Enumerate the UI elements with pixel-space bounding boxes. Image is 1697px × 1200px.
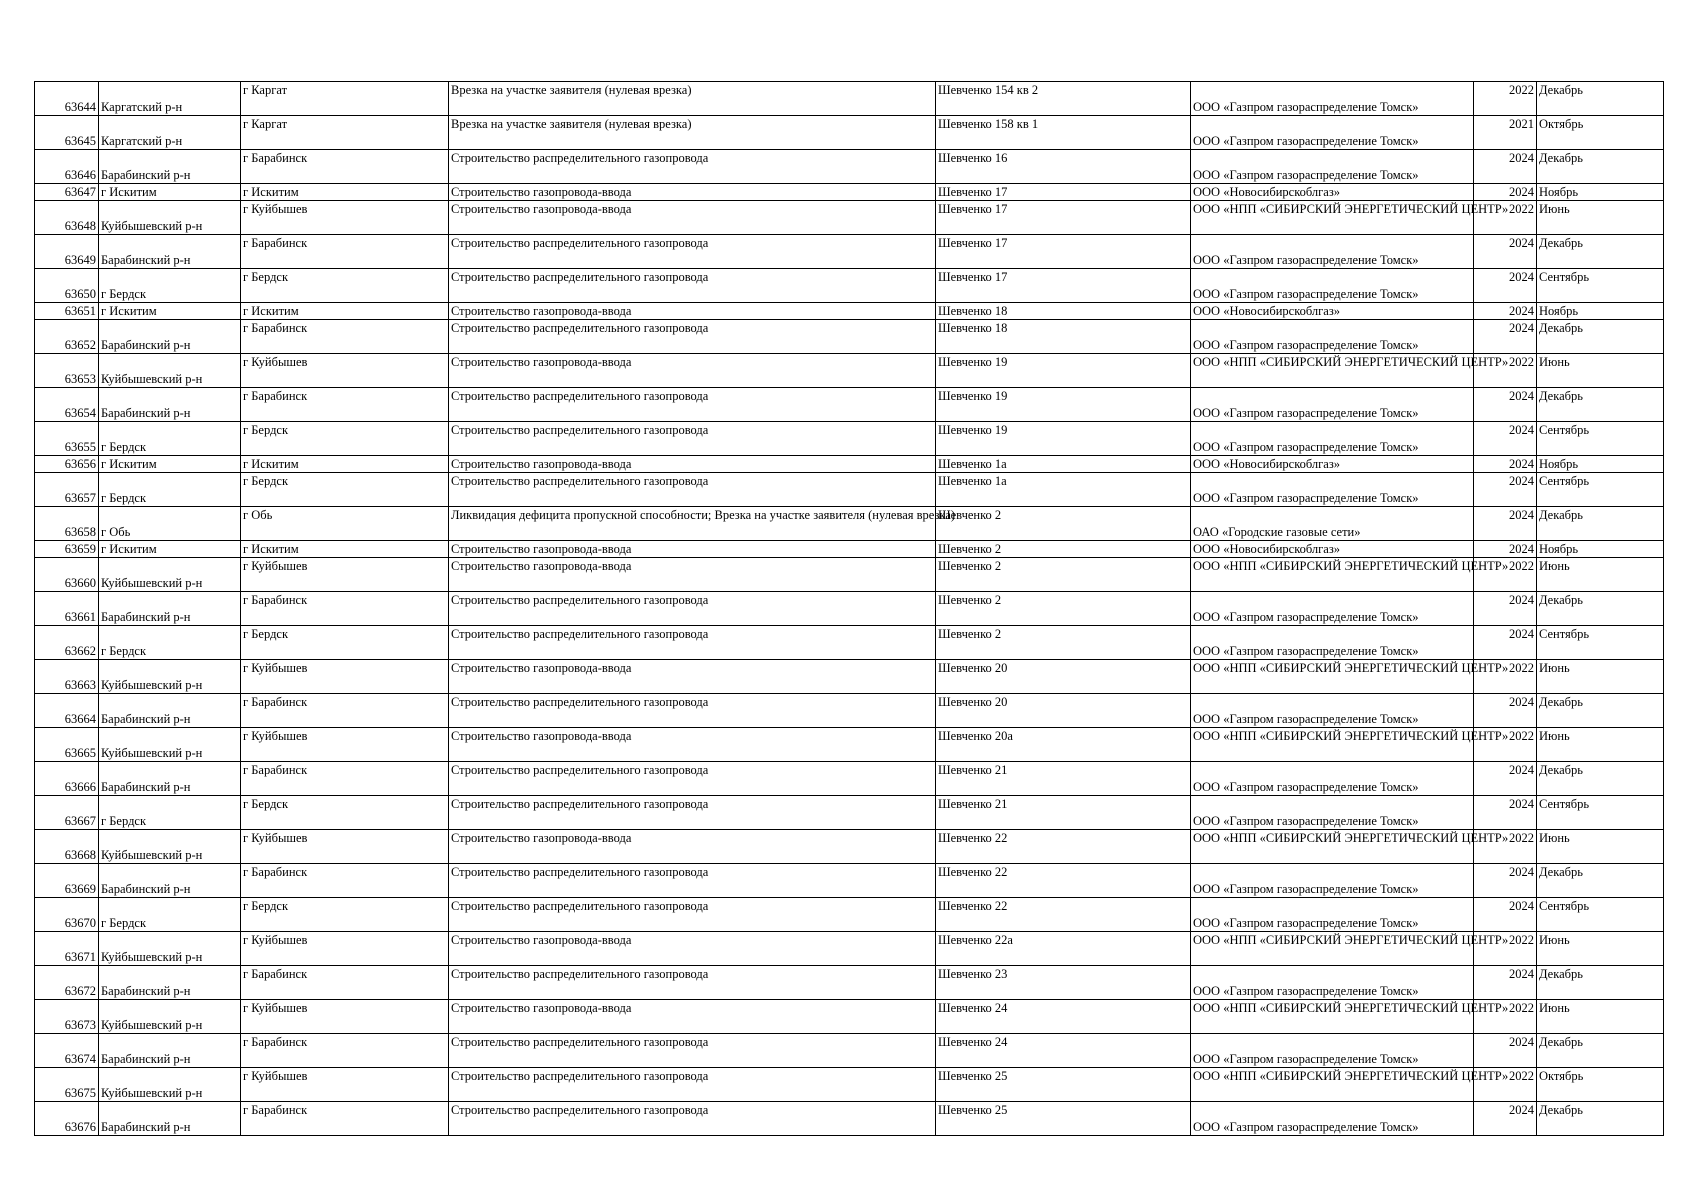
city-cell: г Куйбышев <box>241 1068 449 1102</box>
row-number: 63666 <box>35 762 99 796</box>
row-number: 63655 <box>35 422 99 456</box>
month-cell: Июнь <box>1537 728 1664 762</box>
work-type-cell: Строительство газопровода-ввода <box>449 201 936 235</box>
month-cell: Сентябрь <box>1537 626 1664 660</box>
address-cell: Шевченко 1а <box>936 473 1191 507</box>
table-row <box>35 269 1664 303</box>
table-row <box>35 303 1664 320</box>
district-cell: г Бердск <box>99 473 241 507</box>
row-number: 63646 <box>35 150 99 184</box>
district-cell: Барабинский р-н <box>99 1034 241 1068</box>
address-cell: Шевченко 22 <box>936 864 1191 898</box>
month-cell: Декабрь <box>1537 507 1664 541</box>
city-cell: г Искитим <box>241 303 449 320</box>
work-type-cell: Строительство газопровода-ввода <box>449 1000 936 1034</box>
month-cell: Декабрь <box>1537 388 1664 422</box>
year-cell: 2024 <box>1474 320 1537 354</box>
table-row <box>35 1034 1664 1068</box>
district-cell: Барабинский р-н <box>99 235 241 269</box>
city-cell: г Куйбышев <box>241 558 449 592</box>
address-cell: Шевченко 25 <box>936 1102 1191 1136</box>
work-type-cell: Строительство распределительного газопровода <box>449 796 936 830</box>
month-cell: Июнь <box>1537 354 1664 388</box>
city-cell: г Барабинск <box>241 762 449 796</box>
month-cell: Декабрь <box>1537 762 1664 796</box>
table-body <box>35 82 1664 1136</box>
organization-cell: ООО «Газпром газораспределение Томск» <box>1191 269 1474 303</box>
month-cell: Ноябрь <box>1537 456 1664 473</box>
row-number: 63672 <box>35 966 99 1000</box>
month-cell: Ноябрь <box>1537 303 1664 320</box>
year-cell: 2024 <box>1474 388 1537 422</box>
address-cell: Шевченко 22а <box>936 932 1191 966</box>
city-cell: г Куйбышев <box>241 201 449 235</box>
work-type-cell: Строительство газопровода-ввода <box>449 558 936 592</box>
organization-cell: ООО «НПП «СИБИРСКИЙ ЭНЕРГЕТИЧЕСКИЙ ЦЕНТР» <box>1191 728 1474 762</box>
table-row <box>35 422 1664 456</box>
month-cell: Декабрь <box>1537 235 1664 269</box>
organization-cell: ООО «Газпром газораспределение Томск» <box>1191 235 1474 269</box>
address-cell: Шевченко 24 <box>936 1034 1191 1068</box>
work-type-cell: Врезка на участке заявителя (нулевая врезка) <box>449 82 936 116</box>
work-type-cell: Строительство распределительного газопровода <box>449 864 936 898</box>
organization-cell: ООО «Новосибирскоблгаз» <box>1191 456 1474 473</box>
district-cell: г Бердск <box>99 898 241 932</box>
city-cell: г Бердск <box>241 473 449 507</box>
row-number: 63664 <box>35 694 99 728</box>
address-cell: Шевченко 16 <box>936 150 1191 184</box>
row-number: 63645 <box>35 116 99 150</box>
year-cell: 2024 <box>1474 1102 1537 1136</box>
month-cell: Сентябрь <box>1537 796 1664 830</box>
year-cell: 2024 <box>1474 269 1537 303</box>
year-cell: 2022 <box>1474 558 1537 592</box>
table-row <box>35 660 1664 694</box>
city-cell: г Бердск <box>241 626 449 660</box>
work-type-cell: Строительство распределительного газопровода <box>449 150 936 184</box>
district-cell: Барабинский р-н <box>99 694 241 728</box>
district-cell: Барабинский р-н <box>99 864 241 898</box>
table-row <box>35 235 1664 269</box>
organization-cell: ООО «НПП «СИБИРСКИЙ ЭНЕРГЕТИЧЕСКИЙ ЦЕНТР» <box>1191 932 1474 966</box>
row-number: 63647 <box>35 184 99 201</box>
district-cell: Барабинский р-н <box>99 966 241 1000</box>
month-cell: Июнь <box>1537 1000 1664 1034</box>
month-cell: Декабрь <box>1537 320 1664 354</box>
table-row <box>35 507 1664 541</box>
city-cell: г Куйбышев <box>241 1000 449 1034</box>
year-cell: 2024 <box>1474 422 1537 456</box>
city-cell: г Обь <box>241 507 449 541</box>
district-cell: г Бердск <box>99 422 241 456</box>
district-cell: Барабинский р-н <box>99 592 241 626</box>
row-number: 63662 <box>35 626 99 660</box>
district-cell: Куйбышевский р-н <box>99 1068 241 1102</box>
year-cell: 2024 <box>1474 150 1537 184</box>
organization-cell: ООО «Газпром газораспределение Томск» <box>1191 966 1474 1000</box>
district-cell: г Искитим <box>99 184 241 201</box>
table-row <box>35 150 1664 184</box>
row-number: 63674 <box>35 1034 99 1068</box>
month-cell: Июнь <box>1537 558 1664 592</box>
district-cell: г Бердск <box>99 269 241 303</box>
year-cell: 2021 <box>1474 116 1537 150</box>
address-cell: Шевченко 2 <box>936 507 1191 541</box>
row-number: 63675 <box>35 1068 99 1102</box>
city-cell: г Искитим <box>241 456 449 473</box>
address-cell: Шевченко 17 <box>936 269 1191 303</box>
organization-cell: ООО «Газпром газораспределение Томск» <box>1191 388 1474 422</box>
district-cell: г Искитим <box>99 303 241 320</box>
district-cell: Барабинский р-н <box>99 1102 241 1136</box>
work-type-cell: Строительство газопровода-ввода <box>449 456 936 473</box>
organization-cell: ООО «Газпром газораспределение Томск» <box>1191 592 1474 626</box>
year-cell: 2024 <box>1474 694 1537 728</box>
year-cell: 2022 <box>1474 932 1537 966</box>
district-cell: Куйбышевский р-н <box>99 830 241 864</box>
work-type-cell: Строительство распределительного газопровода <box>449 898 936 932</box>
year-cell: 2024 <box>1474 966 1537 1000</box>
address-cell: Шевченко 19 <box>936 354 1191 388</box>
organization-cell: ООО «НПП «СИБИРСКИЙ ЭНЕРГЕТИЧЕСКИЙ ЦЕНТР» <box>1191 354 1474 388</box>
organization-cell: ООО «Газпром газораспределение Томск» <box>1191 422 1474 456</box>
year-cell: 2024 <box>1474 626 1537 660</box>
row-number: 63663 <box>35 660 99 694</box>
address-cell: Шевченко 20а <box>936 728 1191 762</box>
row-number: 63650 <box>35 269 99 303</box>
row-number: 63670 <box>35 898 99 932</box>
row-number: 63676 <box>35 1102 99 1136</box>
district-cell: г Обь <box>99 507 241 541</box>
table-row <box>35 694 1664 728</box>
work-type-cell: Строительство газопровода-ввода <box>449 660 936 694</box>
month-cell: Декабрь <box>1537 592 1664 626</box>
district-cell: Куйбышевский р-н <box>99 1000 241 1034</box>
month-cell: Ноябрь <box>1537 184 1664 201</box>
city-cell: г Бердск <box>241 422 449 456</box>
work-type-cell: Строительство газопровода-ввода <box>449 184 936 201</box>
district-cell: Барабинский р-н <box>99 388 241 422</box>
address-cell: Шевченко 17 <box>936 184 1191 201</box>
month-cell: Октябрь <box>1537 116 1664 150</box>
organization-cell: ООО «Газпром газораспределение Томск» <box>1191 626 1474 660</box>
month-cell: Декабрь <box>1537 150 1664 184</box>
organization-cell: ООО «Газпром газораспределение Томск» <box>1191 150 1474 184</box>
row-number: 63654 <box>35 388 99 422</box>
row-number: 63652 <box>35 320 99 354</box>
work-type-cell: Строительство газопровода-ввода <box>449 354 936 388</box>
organization-cell: ООО «НПП «СИБИРСКИЙ ЭНЕРГЕТИЧЕСКИЙ ЦЕНТР» <box>1191 660 1474 694</box>
table-row <box>35 762 1664 796</box>
district-cell: Куйбышевский р-н <box>99 201 241 235</box>
address-cell: Шевченко 18 <box>936 303 1191 320</box>
month-cell: Декабрь <box>1537 1034 1664 1068</box>
district-cell: Каргатский р-н <box>99 82 241 116</box>
row-number: 63661 <box>35 592 99 626</box>
row-number: 63668 <box>35 830 99 864</box>
table-row <box>35 456 1664 473</box>
year-cell: 2024 <box>1474 473 1537 507</box>
month-cell: Сентябрь <box>1537 898 1664 932</box>
work-type-cell: Врезка на участке заявителя (нулевая врезка) <box>449 116 936 150</box>
organization-cell: ООО «НПП «СИБИРСКИЙ ЭНЕРГЕТИЧЕСКИЙ ЦЕНТР» <box>1191 201 1474 235</box>
address-cell: Шевченко 1а <box>936 456 1191 473</box>
table-row <box>35 1068 1664 1102</box>
organization-cell: ООО «НПП «СИБИРСКИЙ ЭНЕРГЕТИЧЕСКИЙ ЦЕНТР» <box>1191 830 1474 864</box>
year-cell: 2024 <box>1474 456 1537 473</box>
year-cell: 2022 <box>1474 728 1537 762</box>
work-type-cell: Строительство газопровода-ввода <box>449 541 936 558</box>
address-cell: Шевченко 23 <box>936 966 1191 1000</box>
city-cell: г Барабинск <box>241 320 449 354</box>
work-type-cell: Строительство распределительного газопровода <box>449 1068 936 1102</box>
month-cell: Декабрь <box>1537 864 1664 898</box>
city-cell: г Барабинск <box>241 388 449 422</box>
row-number: 63656 <box>35 456 99 473</box>
table-row <box>35 796 1664 830</box>
city-cell: г Каргат <box>241 82 449 116</box>
table-row <box>35 201 1664 235</box>
address-cell: Шевченко 19 <box>936 388 1191 422</box>
city-cell: г Искитим <box>241 541 449 558</box>
work-type-cell: Строительство газопровода-ввода <box>449 830 936 864</box>
year-cell: 2024 <box>1474 507 1537 541</box>
organization-cell: ООО «Новосибирскоблгаз» <box>1191 541 1474 558</box>
row-number: 63651 <box>35 303 99 320</box>
month-cell: Декабрь <box>1537 694 1664 728</box>
month-cell: Июнь <box>1537 932 1664 966</box>
work-type-cell: Строительство газопровода-ввода <box>449 303 936 320</box>
table-row <box>35 626 1664 660</box>
city-cell: г Барабинск <box>241 1034 449 1068</box>
address-cell: Шевченко 20 <box>936 660 1191 694</box>
year-cell: 2022 <box>1474 82 1537 116</box>
row-number: 63657 <box>35 473 99 507</box>
district-cell: Барабинский р-н <box>99 762 241 796</box>
address-cell: Шевченко 22 <box>936 830 1191 864</box>
work-type-cell: Строительство распределительного газопровода <box>449 422 936 456</box>
address-cell: Шевченко 2 <box>936 541 1191 558</box>
year-cell: 2022 <box>1474 1000 1537 1034</box>
work-type-cell: Строительство распределительного газопровода <box>449 694 936 728</box>
table-row <box>35 1000 1664 1034</box>
month-cell: Ноябрь <box>1537 541 1664 558</box>
district-cell: Куйбышевский р-н <box>99 728 241 762</box>
address-cell: Шевченко 22 <box>936 898 1191 932</box>
month-cell: Октябрь <box>1537 1068 1664 1102</box>
city-cell: г Куйбышев <box>241 830 449 864</box>
work-type-cell: Строительство распределительного газопровода <box>449 473 936 507</box>
table-row <box>35 830 1664 864</box>
address-cell: Шевченко 20 <box>936 694 1191 728</box>
year-cell: 2024 <box>1474 762 1537 796</box>
address-cell: Шевченко 154 кв 2 <box>936 82 1191 116</box>
year-cell: 2024 <box>1474 592 1537 626</box>
address-cell: Шевченко 17 <box>936 235 1191 269</box>
address-cell: Шевченко 24 <box>936 1000 1191 1034</box>
address-cell: Шевченко 2 <box>936 592 1191 626</box>
city-cell: г Бердск <box>241 898 449 932</box>
row-number: 63648 <box>35 201 99 235</box>
table-row <box>35 116 1664 150</box>
city-cell: г Бердск <box>241 269 449 303</box>
table-row <box>35 592 1664 626</box>
organization-cell: ООО «НПП «СИБИРСКИЙ ЭНЕРГЕТИЧЕСКИЙ ЦЕНТР» <box>1191 1000 1474 1034</box>
city-cell: г Барабинск <box>241 150 449 184</box>
row-number: 63653 <box>35 354 99 388</box>
table-row <box>35 966 1664 1000</box>
organization-cell: ООО «Газпром газораспределение Томск» <box>1191 1102 1474 1136</box>
table-row <box>35 932 1664 966</box>
year-cell: 2022 <box>1474 201 1537 235</box>
organization-cell: ООО «Газпром газораспределение Томск» <box>1191 762 1474 796</box>
row-number: 63644 <box>35 82 99 116</box>
row-number: 63659 <box>35 541 99 558</box>
district-cell: Куйбышевский р-н <box>99 932 241 966</box>
year-cell: 2024 <box>1474 235 1537 269</box>
district-cell: Куйбышевский р-н <box>99 660 241 694</box>
work-type-cell: Строительство распределительного газопровода <box>449 592 936 626</box>
organization-cell: ООО «Газпром газораспределение Томск» <box>1191 82 1474 116</box>
organization-cell: ОАО «Городские газовые сети» <box>1191 507 1474 541</box>
month-cell: Июнь <box>1537 830 1664 864</box>
table-row <box>35 864 1664 898</box>
organization-cell: ООО «Газпром газораспределение Томск» <box>1191 116 1474 150</box>
table-row <box>35 354 1664 388</box>
table-row <box>35 82 1664 116</box>
year-cell: 2024 <box>1474 796 1537 830</box>
district-cell: Барабинский р-н <box>99 150 241 184</box>
address-cell: Шевченко 19 <box>936 422 1191 456</box>
address-cell: Шевченко 21 <box>936 796 1191 830</box>
table-row <box>35 320 1664 354</box>
address-cell: Шевченко 25 <box>936 1068 1191 1102</box>
year-cell: 2022 <box>1474 354 1537 388</box>
year-cell: 2024 <box>1474 864 1537 898</box>
city-cell: г Искитим <box>241 184 449 201</box>
address-cell: Шевченко 17 <box>936 201 1191 235</box>
city-cell: г Барабинск <box>241 1102 449 1136</box>
table-row <box>35 728 1664 762</box>
work-type-cell: Строительство распределительного газопровода <box>449 388 936 422</box>
work-type-cell: Строительство распределительного газопровода <box>449 966 936 1000</box>
address-cell: Шевченко 2 <box>936 626 1191 660</box>
work-type-cell: Строительство газопровода-ввода <box>449 932 936 966</box>
month-cell: Декабрь <box>1537 1102 1664 1136</box>
year-cell: 2024 <box>1474 1034 1537 1068</box>
month-cell: Июнь <box>1537 660 1664 694</box>
work-type-cell: Строительство распределительного газопровода <box>449 1034 936 1068</box>
city-cell: г Барабинск <box>241 235 449 269</box>
district-cell: Барабинский р-н <box>99 320 241 354</box>
district-cell: Куйбышевский р-н <box>99 558 241 592</box>
district-cell: г Искитим <box>99 456 241 473</box>
table-row <box>35 388 1664 422</box>
month-cell: Декабрь <box>1537 82 1664 116</box>
table-row <box>35 541 1664 558</box>
district-cell: Куйбышевский р-н <box>99 354 241 388</box>
month-cell: Июнь <box>1537 201 1664 235</box>
district-cell: г Бердск <box>99 796 241 830</box>
year-cell: 2024 <box>1474 303 1537 320</box>
row-number: 63671 <box>35 932 99 966</box>
row-number: 63660 <box>35 558 99 592</box>
organization-cell: ООО «НПП «СИБИРСКИЙ ЭНЕРГЕТИЧЕСКИЙ ЦЕНТР» <box>1191 1068 1474 1102</box>
table-row <box>35 473 1664 507</box>
district-cell: г Бердск <box>99 626 241 660</box>
city-cell: г Барабинск <box>241 864 449 898</box>
address-cell: Шевченко 2 <box>936 558 1191 592</box>
city-cell: г Барабинск <box>241 694 449 728</box>
city-cell: г Бердск <box>241 796 449 830</box>
district-cell: Каргатский р-н <box>99 116 241 150</box>
organization-cell: ООО «Газпром газораспределение Томск» <box>1191 898 1474 932</box>
organization-cell: ООО «Газпром газораспределение Томск» <box>1191 694 1474 728</box>
organization-cell: ООО «Газпром газораспределение Томск» <box>1191 473 1474 507</box>
row-number: 63649 <box>35 235 99 269</box>
work-type-cell: Строительство распределительного газопровода <box>449 1102 936 1136</box>
registry-table <box>34 81 1664 1136</box>
row-number: 63667 <box>35 796 99 830</box>
year-cell: 2024 <box>1474 184 1537 201</box>
month-cell: Декабрь <box>1537 966 1664 1000</box>
row-number: 63673 <box>35 1000 99 1034</box>
address-cell: Шевченко 18 <box>936 320 1191 354</box>
month-cell: Сентябрь <box>1537 269 1664 303</box>
month-cell: Сентябрь <box>1537 422 1664 456</box>
work-type-cell: Ликвидация дефицита пропускной способности; Врезка на участке заявителя (нулевая врезка) <box>449 507 936 541</box>
month-cell: Сентябрь <box>1537 473 1664 507</box>
work-type-cell: Строительство распределительного газопровода <box>449 626 936 660</box>
city-cell: г Барабинск <box>241 592 449 626</box>
work-type-cell: Строительство распределительного газопровода <box>449 269 936 303</box>
row-number: 63658 <box>35 507 99 541</box>
city-cell: г Каргат <box>241 116 449 150</box>
row-number: 63665 <box>35 728 99 762</box>
row-number: 63669 <box>35 864 99 898</box>
year-cell: 2024 <box>1474 898 1537 932</box>
city-cell: г Куйбышев <box>241 354 449 388</box>
organization-cell: ООО «Новосибирскоблгаз» <box>1191 184 1474 201</box>
address-cell: Шевченко 158 кв 1 <box>936 116 1191 150</box>
organization-cell: ООО «Газпром газораспределение Томск» <box>1191 864 1474 898</box>
address-cell: Шевченко 21 <box>936 762 1191 796</box>
year-cell: 2022 <box>1474 830 1537 864</box>
work-type-cell: Строительство газопровода-ввода <box>449 728 936 762</box>
work-type-cell: Строительство распределительного газопровода <box>449 320 936 354</box>
city-cell: г Барабинск <box>241 966 449 1000</box>
organization-cell: ООО «Газпром газораспределение Томск» <box>1191 320 1474 354</box>
table-row <box>35 898 1664 932</box>
city-cell: г Куйбышев <box>241 728 449 762</box>
organization-cell: ООО «Газпром газораспределение Томск» <box>1191 1034 1474 1068</box>
work-type-cell: Строительство распределительного газопровода <box>449 235 936 269</box>
district-cell: г Искитим <box>99 541 241 558</box>
organization-cell: ООО «НПП «СИБИРСКИЙ ЭНЕРГЕТИЧЕСКИЙ ЦЕНТР» <box>1191 558 1474 592</box>
table-row <box>35 558 1664 592</box>
city-cell: г Куйбышев <box>241 660 449 694</box>
work-type-cell: Строительство распределительного газопровода <box>449 762 936 796</box>
organization-cell: ООО «Новосибирскоблгаз» <box>1191 303 1474 320</box>
table-row <box>35 184 1664 201</box>
year-cell: 2022 <box>1474 1068 1537 1102</box>
year-cell: 2022 <box>1474 660 1537 694</box>
year-cell: 2024 <box>1474 541 1537 558</box>
city-cell: г Куйбышев <box>241 932 449 966</box>
organization-cell: ООО «Газпром газораспределение Томск» <box>1191 796 1474 830</box>
table-row <box>35 1102 1664 1136</box>
